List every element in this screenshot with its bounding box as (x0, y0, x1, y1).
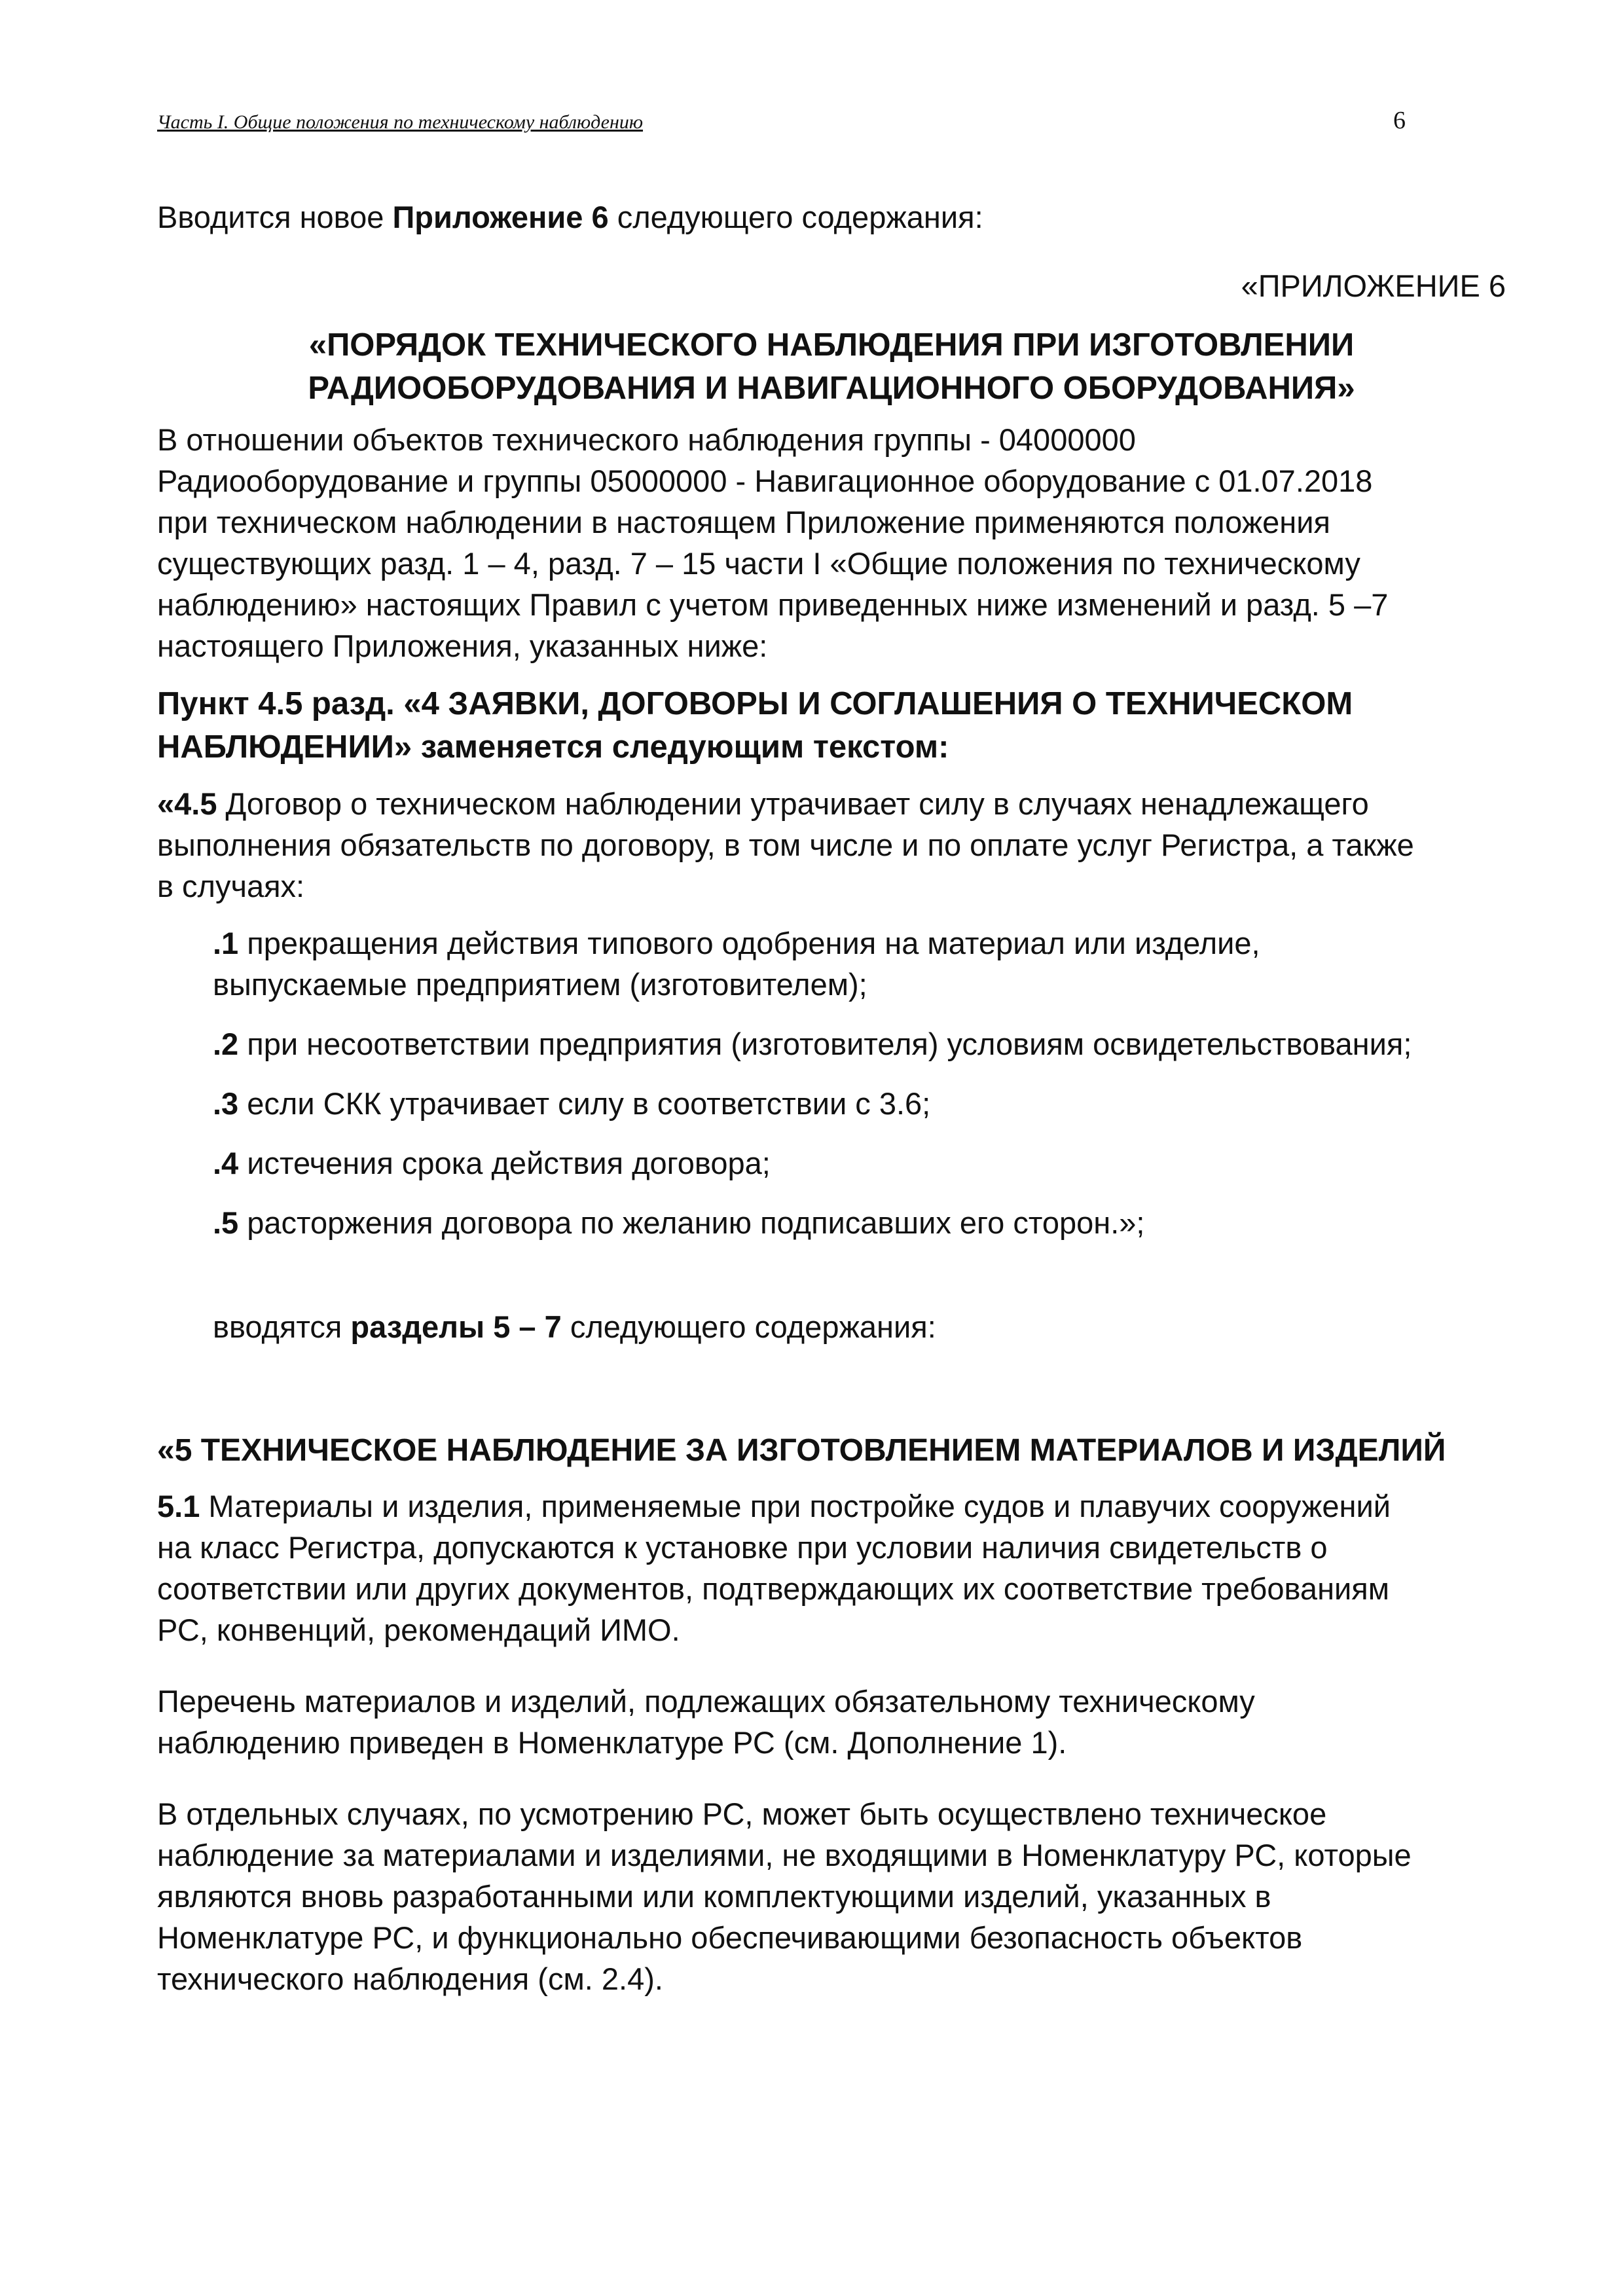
text-line (213, 1202, 1506, 1243)
clause-text: Материалы и изделия, применяемые при постройке судов и плавучих сооружений (200, 1489, 1391, 1523)
intro-text: Вводится новое (157, 200, 393, 234)
list-item (213, 1142, 1506, 1184)
text-line: наблюдение за материалами и изделиями, не входящими в Номенклатуру РС, которые (157, 1838, 1412, 1872)
text-line: наблюдению» настоящих Правил с учетом приведенных ниже изменений и разд. 5 –7 (157, 587, 1389, 622)
text-line (157, 1485, 1506, 1527)
clause-heading-line: НАБЛЮДЕНИИ» заменяется следующим текстом: (157, 729, 949, 765)
text-line: в случаях: (157, 869, 305, 903)
list-item-text: расторжения договора по желанию подписавших его сторон.»; (238, 1205, 1145, 1240)
appendix-title (157, 323, 1506, 410)
sections-intro-bold: разделы 5 – 7 (350, 1309, 562, 1344)
list-item-number: .3 (213, 1086, 239, 1121)
text-line (213, 922, 1506, 964)
appendix-title-line: «ПОРЯДОК ТЕХНИЧЕСКОГО НАБЛЮДЕНИЯ ПРИ ИЗГОТОВЛЕНИИ (308, 327, 1355, 363)
text-line (213, 1142, 1506, 1184)
text-line (213, 1023, 1506, 1065)
text-line (157, 783, 1506, 824)
text-line: Перечень материалов и изделий, подлежащих обязательному техническому (157, 1684, 1255, 1719)
list-item (213, 922, 1506, 1005)
text-line: РС, конвенций, рекомендаций ИМО. (157, 1613, 680, 1647)
clause-text: Договор о техническом наблюдении утрачивает силу в случаях ненадлежащего (217, 786, 1369, 821)
list-item-text: прекращения действия типового одобрения на материал или изделие, (238, 926, 1260, 960)
intro-bold: Приложение 6 (392, 200, 609, 234)
list-item (213, 1083, 1506, 1124)
text-line: выполнения обязательств по договору, в том числе и по оплате услуг Регистра, а также (157, 828, 1414, 862)
text-line: настоящего Приложения, указанных ниже: (157, 629, 768, 663)
list-item-number: .2 (213, 1027, 239, 1061)
list-item-number: .1 (213, 926, 239, 960)
clause-number: «4.5 (157, 786, 217, 821)
list-item-text: истечения срока действия договора; (238, 1146, 771, 1180)
nomenclature-paragraph (157, 1681, 1506, 1763)
list-item-text: при несоответствии предприятия (изготовителя) условиям освидетельствования; (238, 1027, 1412, 1061)
list-item-number: .4 (213, 1146, 239, 1180)
text-line: на класс Регистра, допускаются к установке при условии наличия свидетельств о (157, 1530, 1328, 1565)
clause-heading-line: Пункт 4.5 разд. «4 ЗАЯВКИ, ДОГОВОРЫ И СОГЛАШЕНИЯ О ТЕХНИЧЕСКОМ (157, 686, 1353, 721)
sections-intro-text: вводятся (213, 1309, 351, 1344)
list-item (213, 1202, 1506, 1243)
text-line: при техническом наблюдении в настоящем Приложение применяются положения (157, 505, 1330, 539)
list-item-text: если СКК утрачивает силу в соответствии с 3.6; (238, 1086, 931, 1121)
sections-intro-text-end: следующего содержания: (561, 1309, 936, 1344)
intro-text-end: следующего содержания: (608, 200, 983, 234)
list-item (213, 1023, 1506, 1065)
text-line: являются вновь разработанными или комплектующими изделий, указанных в (157, 1879, 1271, 1914)
section-5-1-paragraph (157, 1485, 1506, 1650)
text-line: наблюдению приведен в Номенклатуре РС (см. Дополнение 1). (157, 1725, 1067, 1760)
list-item-number: .5 (213, 1205, 239, 1240)
text-line: технического наблюдения (см. 2.4). (157, 1961, 663, 1996)
text-line: В отношении объектов технического наблюдения группы - 04000000 (157, 422, 1136, 457)
text-line: выпускаемые предприятием (изготовителем); (213, 967, 867, 1002)
clause-4-5-paragraph (157, 783, 1506, 907)
text-line: В отдельных случаях, по усмотрению РС, может быть осуществлено техническое (157, 1796, 1327, 1831)
clause-number: 5.1 (157, 1489, 200, 1523)
clause-heading (157, 682, 1506, 769)
text-line: Номенклатуре РС, и функционально обеспечивающими безопасность объектов (157, 1920, 1303, 1955)
sections-intro (213, 1306, 1506, 1347)
appendix-label: «ПРИЛОЖЕНИЕ 6 (1241, 268, 1506, 303)
text-line: существующих разд. 1 – 4, разд. 7 – 15 части I «Общие положения по техническому (157, 546, 1360, 581)
text-line: Радиооборудование и группы 05000000 - Навигационное оборудование с 01.07.2018 (157, 464, 1373, 498)
text-line: соответствии или других документов, подтверждающих их соответствие требованиям (157, 1571, 1390, 1606)
page-content (157, 196, 1506, 2015)
intro-paragraph (157, 196, 1506, 238)
running-header: Часть I. Общие положения по техническому наблюдению (157, 111, 644, 133)
appendix-title-line: РАДИООБОРУДОВАНИЯ И НАВИГАЦИОННОГО ОБОРУДОВАНИЯ» (308, 371, 1355, 406)
scope-paragraph (157, 419, 1506, 666)
special-cases-paragraph (157, 1793, 1506, 1999)
section-5-title: «5 ТЕХНИЧЕСКОЕ НАБЛЮДЕНИЕ ЗА ИЗГОТОВЛЕНИЕМ МАТЕРИАЛОВ И ИЗДЕЛИЙ (157, 1433, 1446, 1468)
text-line (213, 1083, 1506, 1124)
page-number: 6 (1393, 107, 1406, 134)
